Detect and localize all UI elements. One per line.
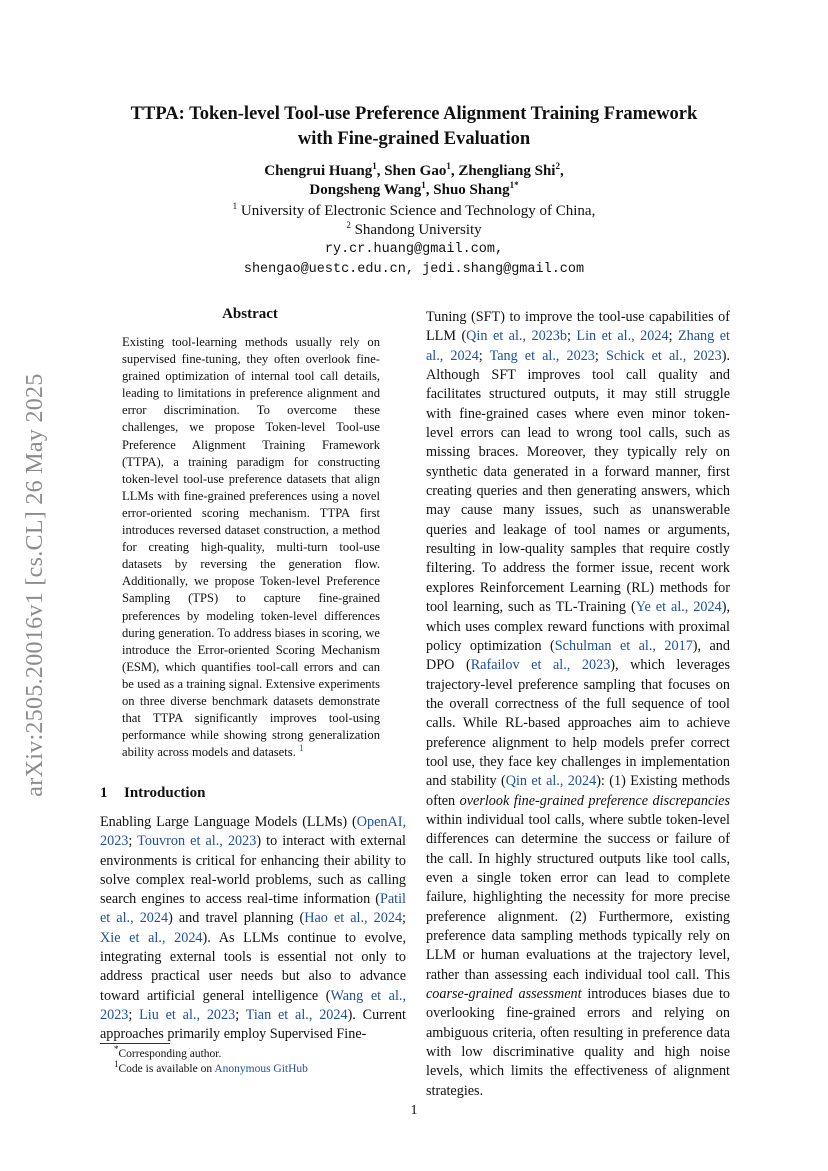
body-text: Enabling Large Language Models (LLMs) (: [100, 814, 357, 830]
body-text: ;: [128, 1006, 140, 1023]
body-text: ), and DPO (: [426, 637, 730, 674]
abstract-body: Existing tool-learning methods usually rely on supervised fine-tuning, they often overlook fine-grained optimization of internal tool call details, leading to limitations in preference alignment and error discrimination. To overcome these challenges, we propose Token-level Tool-use Preference Alignment Training Framework (TTPA), a training paradigm for constructing token-level tool-use preference datasets that align LLMs with fine-grained preferences using a novel error-oriented scoring mechanism. TTPA first introduces reversed dataset construction, a method for creating high-quality, multi-turn tool-use datasets by reversing the generation flow. Additionally, we propose Token-level Preference Sampling (TPS) to capture fine-grained preferences by modeling token-level differences during generation. To address biases in scoring, we introduce the Error-oriented Scoring Mechanism (ESM), which quantifies tool-call errors and can be used as a training signal. Extensive experiments on three diverse benchmark datasets demonstrate that TTPA significantly improves tool-using performance while showing strong generalization ability across models and datasets.: [122, 335, 380, 760]
title-line-2: with Fine-grained Evaluation: [297, 129, 531, 149]
citation-link[interactable]: Tang et al., 2023: [489, 347, 595, 364]
email-line-1[interactable]: ry.cr.huang@gmail.com,: [324, 242, 504, 257]
body-text: ) and travel planning (: [168, 910, 305, 927]
citation-link[interactable]: Ye et al., 2024: [635, 599, 722, 616]
body-text: ), which leverages trajectory-level preference sampling that focuses on the overall correctness of the full sequence of tool calls. While RL-based approaches aim to achieve preference alignment to help models prefer correct tool use, they face key challenges in implementation and stability (: [426, 657, 730, 790]
section-title: Introduction: [124, 785, 206, 801]
body-text: ;: [235, 1006, 246, 1023]
citation-link[interactable]: Schick et al., 2023: [605, 347, 722, 364]
body-text: ;: [478, 347, 490, 364]
email-line-2[interactable]: shengao@uestc.edu.cn, jedi.shang@gmail.com: [243, 262, 585, 277]
right-column-text: [426, 308, 730, 1101]
body-text: ), which uses complex reward functions with proximal policy optimization (: [426, 599, 730, 654]
citation-link[interactable]: Qin et al., 2023b: [466, 328, 567, 345]
footnote-corresponding: Corresponding author.: [118, 1048, 222, 1060]
citation-link[interactable]: Wang et al., 2023: [100, 987, 407, 1023]
author-affil-mark: 1: [372, 161, 377, 171]
author-affil-mark: 1: [446, 161, 451, 171]
body-text: Tuning (SFT) to improve the tool-use capabilities of LLM (: [426, 309, 730, 345]
body-text: ;: [594, 347, 606, 364]
author-name: Shen Gao: [384, 163, 447, 179]
citation-link[interactable]: Xie et al., 2024: [100, 929, 203, 946]
body-text: ;: [566, 328, 577, 345]
footnote-ref[interactable]: 1: [298, 743, 304, 754]
body-text: ). As LLMs continue to evolve, integrating external tools is essential not only to address practical user needs but also to advance toward artificial general intelligence (: [100, 929, 406, 1004]
author-name: Zhengliang Shi: [458, 163, 556, 179]
body-text: introduces biases due to overlooking fine-grained errors and relying on ambiguous criteria, often resulting in preference data with low discriminative quality and high noise levels, which limits the effectiveness of alignment strategies.: [426, 986, 730, 1099]
body-text: within individual tool calls, where subtle token-level differences can determine the success or failure of the call. In highly structured outputs like tool calls, even a single token error can lead to complete failure, highlighting the necessity for more precise preference alignment. (2) Furthermore, existing preference data sampling methods typically rely on LLM or human evaluations at the trajectory level, rather than assessing each individual tool call. This: [426, 811, 730, 983]
emphasis-text: coarse-grained assessment: [426, 986, 582, 1003]
author-name: Dongsheng Wang: [309, 182, 422, 198]
body-text: ). Although SFT improves tool call quality and facilitates structured outputs, it may still struggle with fine-grained cases where even minor token-level errors can lead to wrong tool calls, such as missing braces. Moreover, they typically rely on synthetic data generated in a forward manner, first creating queries and then generating answers, which may cause many issues, such as unanswerable queries and leakage of tool names or arguments, resulting in low-quality samples that require costly filtering. To address the former issue, recent work explores Reinforcement Learning (RL) methods for tool learning, such as TL-Training (: [426, 347, 731, 616]
affil-mark: 1: [232, 201, 238, 211]
body-text: ) to interact with external environments is critical for enhancing their ability to solve complex real-world problems, such as calling search engines to access real-time information (: [100, 833, 406, 908]
footnote-mark: 1: [114, 1059, 119, 1070]
page-number: 1: [410, 1103, 418, 1118]
author-affil-mark: 2: [555, 161, 560, 171]
footnote-code-text: Code is available on: [118, 1063, 215, 1075]
paper-title: [90, 102, 738, 152]
body-text: ;: [668, 328, 678, 345]
abstract-text: [122, 334, 380, 761]
arxiv-stamp: arXiv:2505.20016v1 [cs.CL] 26 May 2025: [22, 373, 48, 797]
citation-link[interactable]: Tian et al., 2024: [245, 1006, 348, 1023]
body-text: ): (1) Existing methods often: [426, 773, 730, 809]
footnote-mark: *: [114, 1044, 119, 1055]
section-heading-introduction: [100, 785, 205, 802]
affil-mark: 2: [346, 220, 351, 230]
citation-link[interactable]: Schulman et al., 2017: [554, 637, 693, 654]
body-text: ). Current approaches primarily employ Supervised Fine-: [100, 1006, 406, 1043]
author-list: Chengrui Huang$^1$, Shen Gao$^1$, Zhengliang Shi$^2$, Dongsheng Wang$^1$, Shuo Shang$^{1*}$: [264, 161, 564, 198]
author-name: Shuo Shang: [433, 182, 510, 198]
citation-link[interactable]: OpenAI, 2023: [100, 814, 406, 850]
citation-link[interactable]: Zhang et al., 2024: [426, 328, 730, 364]
citation-link[interactable]: Qin et al., 2024: [505, 773, 597, 790]
citation-link[interactable]: Liu et al., 2023: [139, 1006, 236, 1023]
author-emails: [90, 240, 738, 280]
citation-link[interactable]: Lin et al., 2024: [576, 328, 669, 345]
footnotes: [100, 1044, 406, 1077]
section-number: 1: [100, 785, 108, 801]
affiliations: [90, 202, 738, 240]
citation-link[interactable]: Touvron et al., 2023: [137, 833, 257, 850]
affiliation-2: Shandong University: [354, 222, 482, 238]
intro-text: [100, 813, 406, 1045]
citation-link[interactable]: Rafailov et al., 2023: [470, 657, 611, 674]
affiliation-1: University of Electronic Science and Technology of China,: [240, 203, 596, 219]
title-line-1: TTPA: Token-level Tool-use Preference Alignment Training Framework: [130, 104, 698, 124]
author-name: Chengrui Huang: [264, 163, 373, 179]
github-link[interactable]: Anonymous GitHub: [214, 1063, 308, 1075]
body-text: ;: [402, 910, 406, 927]
emphasis-text: overlook fine-grained preference discrepancies: [459, 792, 731, 809]
body-text: ;: [128, 833, 138, 850]
introduction-paragraph: [100, 813, 406, 1045]
abstract-heading: Abstract: [222, 306, 278, 322]
footnote-divider: [100, 1043, 170, 1044]
author-affil-mark: 1: [421, 180, 426, 190]
right-column-paragraph: [426, 308, 730, 1101]
citation-link[interactable]: Hao et al., 2024: [304, 910, 403, 927]
citation-link[interactable]: Patil et al., 2024: [100, 891, 406, 927]
author-affil-mark: 1*: [509, 180, 519, 190]
